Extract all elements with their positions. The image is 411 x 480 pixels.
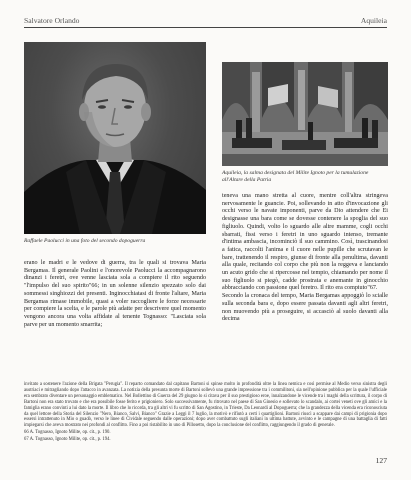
footnote-continuation: invitato a sostenere l'azione della Brigata "Perugia". Il reparto comandato dal capitano Bartoni si spinse molto in profondità oltre la linea nemica e così permise al Medio verso sinistra degli austriaci e mitragliando dopo l'attacco in avanzata. La notizia della presunta morte di Bartoni sollevò una grande impressione tra i commilitoni, sia nell'opinione pubblica per la quale l'ufficiale era sembrato diventare un personaggio emblematico. Nel Bollettino di Guerra del 29 giugno lo si citava per il suo prestigioso eroe, innalzandone le vicende tra i maghi della scrittura, il corpo di Bartoni non era stato trovato e che era possibile fosse ferito e prigioniero. Solo successivamente, fu ritrovato nel paese di San Ginesio e sollevato lo scandalo, ai cortei veneti ove gli amici e la famiglia erano convinti a lui dato la morte. Il libro che lo ricorda, tra gli altri vi fu scritto di San Agostino, in Trieste, Da Leonardi al Dopoguerra; che la grandezza della vicenda era riconosciuta da quel lettore della Storia del Silenzio "Nero, Bianco, Salvi, Bianco" Grazie a Leggi il 7 luglio, la motivò e rifiutò a certi i quartiglioni. Bartoni riuscì a scappare dai campi di prigionia dopo essersi intrattenuto in Mio o guadò, verso le linee di Cividale seguendo dalle operazioni; dopo aver combattuto sugli italiani in ultima battute, avvinto e le campagne di una battaglia di fatti impiegarsi che aveva mostrato nei profondi al conflitto. Fino a poi ristabilito in uno di Pillosetto, dopo la conclusione del conflitto, raggiungendo il grado di generale. <box>24 382 387 429</box>
body-column-right <box>222 193 388 324</box>
body-column-left <box>24 260 206 329</box>
right-paragraph-1: teneva una mano stretta al cuore, mentre coll'altra stringeva nervosamente le guancie. Poi, sollevando in atto d'invocazione gli occhi verso le navate imponenti, parve da Dio attendere che Ei designasse una bara come se dovesse contenere la spoglia del suo figliuolo. Quindi, volto lo sguardo alle altre mamme, cogli occhi sbarrati, fissi verso i feretri in uno sguardo intenso, tremante d'intima ambascia, incominciò il suo cammino. Così, trascinandosi a fatica, raccolti l'anima e il cuore nelle pupille che scrutavan le bare, trattenendo il respiro, giunse di fronte alla penultima, davanti alla quale, recitando col corpo che più non la reggeva e lanciando un acuto grido che si ripercosse nel tempio, chiamando per nome il suo figliuolo si piegò, cadde prostrata e anemante in ginocchio abbracciando con passione quel feretro. Il rito era compiuto"67. <box>222 193 388 292</box>
footnotes <box>24 382 387 443</box>
header-section: Aquileia <box>360 16 387 25</box>
portrait-photo <box>24 42 206 234</box>
ceremony-photo <box>222 62 388 166</box>
page-number: 127 <box>375 456 387 465</box>
left-paragraph: erano le madri e le vedove di guerra, tra le quali si trovava Maria Bergamas. Il generale Paolini e l'onorevole Paolucci la accompagnarono dinanzi i feretri, ove venne lasciata sola a compiere il rito seguendo "l'impulso del suo spirito"66; in un solenne silenzio spezzato solo dai sommessi singhiozzi dei presenti. Inginocchiatasi di fronte l'altare, Maria Bergamas rimase immobile, quasi a voler raccogliere le forze necessarie per compiere la scelta, e le parole più adatte per descrivere quel momento vengono ancora una volta affidate al tenente Tognasso: "Lasciata sola parve per un momento smarrita; <box>24 260 206 328</box>
footnote-number: 66 <box>24 430 29 436</box>
right-paragraph-2: Secondo la cronaca del tempo, Maria Bergamas appoggiò lo scialle sulla seconda bara e, dopo essere passata davanti agli altri feretri, non muovendo più a proseguire, si accasciò al suolo davanti alla decima <box>222 293 388 323</box>
ceremony-caption: Aquileia, la salma designata del Milite Ignoto per la tumulazione all'Altare della Patria <box>222 170 369 183</box>
portrait-caption: Raffaele Paolucci in una foto del secondo dopoguerra <box>24 238 146 244</box>
footnote-text: A. Tognasso, Ignoto Milite, op. cit., p. 190. <box>29 430 111 436</box>
footnote-text: A. Tognasso, Ignoto Milite, op. cit., p. 194. <box>29 437 111 443</box>
header-author: Salvatore Orlando <box>24 16 80 25</box>
running-header <box>24 13 387 28</box>
footnote-number: 67 <box>24 437 29 443</box>
footnote-67 <box>24 437 387 443</box>
footnote-66 <box>24 430 387 436</box>
